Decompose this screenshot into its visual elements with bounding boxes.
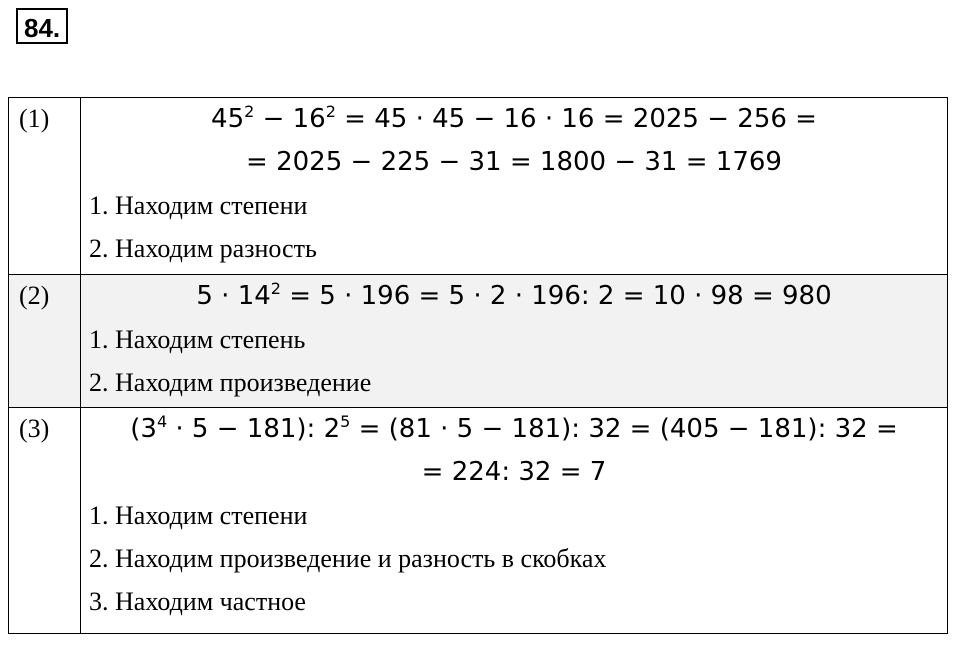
expression-line <box>89 275 939 318</box>
expression-text: 5 · 14 <box>196 281 271 311</box>
step-item: 2. Находим разность <box>89 234 317 263</box>
expression-line <box>89 408 939 451</box>
step-item: 1. Находим степени <box>89 191 308 220</box>
row-content <box>81 408 948 634</box>
exponent: 5 <box>340 412 351 431</box>
step-item: 1. Находим степень <box>89 325 306 354</box>
row-index: (1) <box>9 98 81 275</box>
expression-text: = (81 · 5 − 181): 32 = (405 − 181): 32 = <box>350 414 898 444</box>
expression-text: (3 <box>130 414 157 444</box>
expression-text: · 5 − 181): 2 <box>167 414 341 444</box>
expression-line <box>89 451 939 494</box>
expression-text: − 16 <box>254 104 326 134</box>
step-item: 2. Находим произведение и разность в скобках <box>89 544 607 573</box>
solution-row <box>9 408 948 634</box>
step-item: 1. Находим степени <box>89 501 308 530</box>
expression-text: = 2025 − 225 − 31 = 1800 − 31 = 1769 <box>246 147 782 177</box>
row-content <box>81 98 948 275</box>
expression-text: = 45 · 45 − 16 · 16 = 2025 − 256 = <box>335 104 817 134</box>
solution-row <box>9 98 948 275</box>
row-index: (3) <box>9 408 81 634</box>
row-index: (2) <box>9 275 81 408</box>
exponent: 2 <box>270 279 281 298</box>
solution-table <box>8 97 948 634</box>
step-item: 2. Находим произведение <box>89 368 372 397</box>
exponent: 4 <box>156 412 168 431</box>
exponent: 2 <box>244 102 255 121</box>
expression-line <box>89 141 939 184</box>
expression-text: = 224: 32 = 7 <box>421 457 607 487</box>
problem-number: 84. <box>16 8 68 44</box>
row-content <box>81 275 948 408</box>
expression-text: 45 <box>211 104 245 134</box>
solution-row <box>9 275 948 408</box>
expression-text: = 5 · 196 = 5 · 2 · 196: 2 = 10 · 98 = 980 <box>280 281 832 311</box>
expression-line <box>89 98 939 141</box>
exponent: 2 <box>325 102 336 121</box>
step-item: 3. Находим частное <box>89 587 306 616</box>
